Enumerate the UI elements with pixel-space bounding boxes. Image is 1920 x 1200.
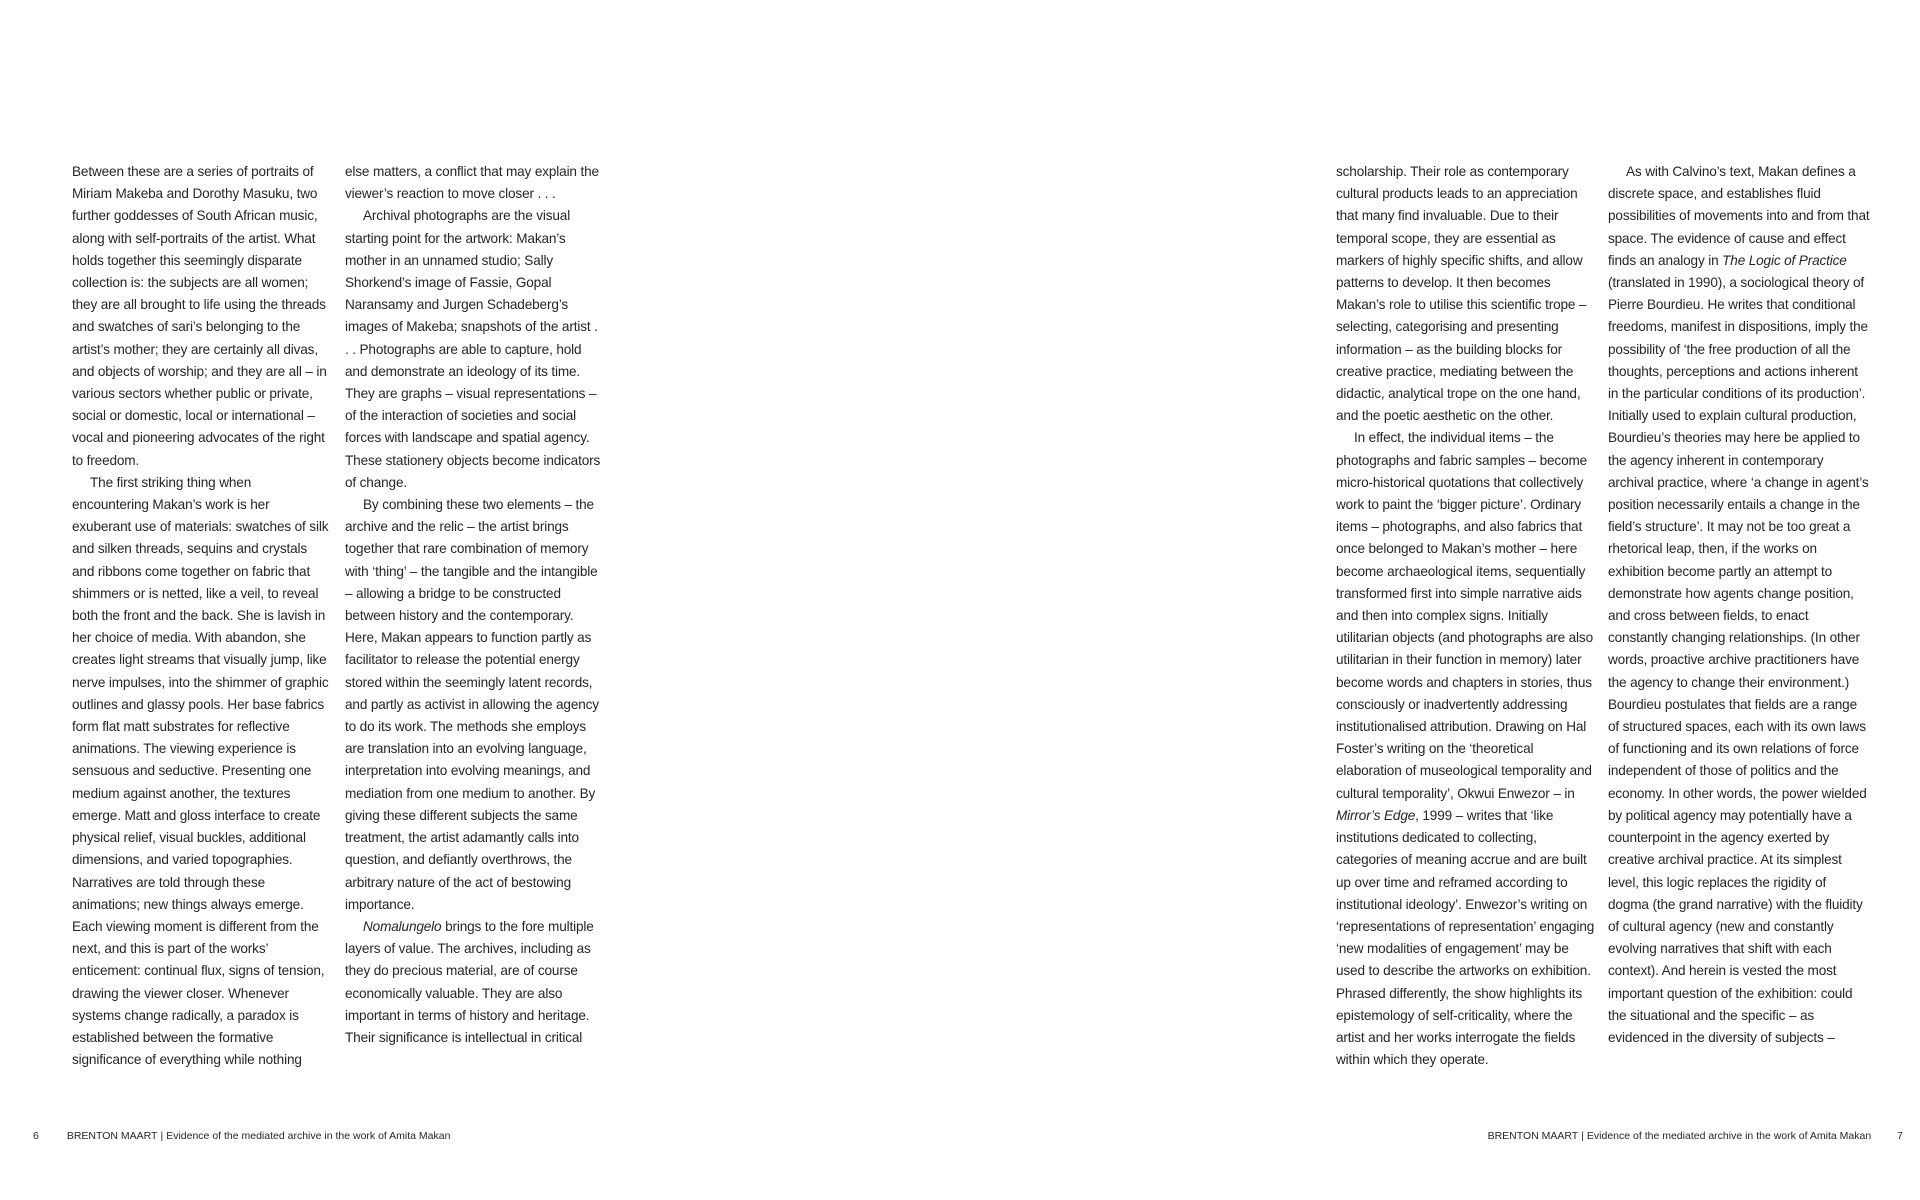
running-head-author: BRENTON MAART — [1487, 1130, 1579, 1142]
paragraph: By combining these two elements – the archive and the relic – the artist brings together that rare combination of memory with ‘thing’ – the tangible and the intangible – allowing a bridge to be constructed between history and the contemporary. Here, Makan appears to function partly as facilitator to release the potential energy stored within the seemingly latent records, and partly as activist in allowing the agency to do its work. The methods she employs are translation into an evolving language, interpretation into evolving meanings, and mediation from one medium to another. By giving these different subjects the same treatment, the artist adamantly calls into question, and defiantly overthrows, the arbitrary nature of the act of bestowing importance. — [345, 497, 599, 912]
paragraph-text: , 1999 – writes that ‘like institutions dedicated to collecting, categories of meaning accrue and are built up over time and reframed according to institutional ideology’. Enwezor’s writing on ‘representations of representation’ engaging ‘new modalities of engagement’ may be used to describe the artworks on exhibition. Phrased differently, the show highlights its epistemology of self-criticality, where the artist and her works interrogate the fields within which they operate. — [1336, 807, 1595, 1068]
left-page-column-2 — [345, 161, 603, 1049]
paragraph: Between these are a series of portraits of Miriam Makeba and Dorothy Masuku, two further goddesses of South African music, along with self-portraits of the artist. What holds together this seemingly disparate collection is: the subjects are all women; they are all brought to life using the threads and swatches of sari’s belonging to the artist’s mother; they are certainly all divas, and objects of worship; and they are all – in various sectors whether public or private, social or domestic, local or international – vocal and pioneering advocates of the right to freedom. — [72, 164, 327, 468]
paragraph — [1336, 427, 1596, 1071]
paragraph-text: brings to the fore multiple layers of value. The archives, including as they do precious material, are of course economically valuable. They are also important in terms of history and heritage. Their significance is intellectual in critical — [345, 918, 594, 1045]
right-page-footer — [1488, 1129, 1903, 1143]
paragraph: else matters, a conflict that may explain the viewer’s reaction to move closer . . . — [345, 164, 599, 202]
paragraph-text: As with Calvino’s text, Makan defines a discrete space, and establishes fluid possibilities of movements into and from that space. The evidence of cause and effect finds an analogy in — [1608, 164, 1870, 268]
running-head-title: Evidence of the mediated archive in the work of Amita Makan — [1586, 1130, 1872, 1142]
running-head-title: Evidence of the mediated archive in the work of Amita Makan — [166, 1130, 451, 1142]
paragraph: Archival photographs are the visual starting point for the artwork: Makan’s mother in an unnamed studio; Sally Shorkend’s image of Fassie, Gopal Naransamy and Jurgen Schadeberg’s images of Makeba; snapshots of the artist . . . Photographs are able to capture, hold and demonstrate an ideology of its time. They are graphs – visual representations – of the interaction of societies and social forces with landscape and spatial agency. These stationery objects become indicators of change. — [345, 208, 601, 490]
left-page-column-1 — [72, 161, 330, 1071]
page-number: 7 — [1897, 1130, 1903, 1142]
paragraph-text: In effect, the individual items – the photographs and fabric samples – become micro-historical quotations that collectively work to paint the ‘bigger picture’. Ordinary items – photographs, and also fabrics that once belonged to Makan’s mother – here become archaeological items, sequentially transformed first into simple narrative aids and then into complex signs. Initially utilitarian objects (and photographs are also utilitarian in their function in memory) later become words and chapters in stories, thus consciously or inadvertently addressing institutionalised attribution. Drawing on Hal Foster’s writing on the ‘theoretical elaboration of museological temporality and cultural temporality’, Okwui Enwezor – in — [1336, 430, 1593, 801]
paragraph-text: (translated in 1990), a sociological theory of Pierre Bourdieu. He writes that conditional freedoms, manifest in dispositions, imply the possibility of ‘the free production of all the thoughts, perceptions and actions inherent in the particular conditions of its production’. Initially used to explain cultural production, Bourdieu’s theories may here be applied to the agency inherent in contemporary archival practice, where ‘a change in agent’s position necessarily entails a change in the field’s structure’. It may not be too great a rhetorical leap, then, if the works on exhibition become partly an attempt to demonstrate how agents change position, and cross between fields, to enact constantly changing relationships. (In other words, proactive archive practitioners have the agency to change their environment.) Bourdieu postulates that fields are a range of structured spaces, each with its own laws of functioning and its own relations of force independent of those of politics and the economy. In other words, the power wielded by political agency may potentially have a counterpoint in the agency exerted by creative archival practice. At its simplest level, this logic replaces the rigidity of dogma (the grand narrative) with the fluidity of cultural agency (new and constantly evolving narratives that shift with each context). And herein is vested the most important question of the exhibition: could the situational and the specific – as evidenced in the diversity of subjects – — [1608, 275, 1869, 1045]
paragraph — [345, 916, 603, 1049]
right-page-column-1 — [1336, 161, 1596, 1071]
running-head-separator: | — [1581, 1130, 1584, 1142]
paragraph — [1608, 161, 1870, 1049]
running-head-author: BRENTON MAART — [66, 1130, 158, 1142]
left-page-footer — [33, 1129, 450, 1143]
paragraph: scholarship. Their role as contemporary cultural products leads to an appreciation that many find invaluable. Due to their temporal scope, they are essential as markers of highly specific shifts, and allow patterns to develop. It then becomes Makan’s role to utilise this scientific trope – selecting, categorising and presenting information – as the building blocks for creative practice, mediating between the didactic, analytical trope on the one hand, and the poetic aesthetic on the other. — [1336, 164, 1587, 424]
paragraph: The first striking thing when encountering Makan’s work is her exuberant use of materials: swatches of silk and silken threads, sequins and crystals and ribbons come together on fabric that shimmers or is netted, like a veil, to reveal both the front and the back. She is lavish in her choice of media. With abandon, she creates light streams that visually jump, like nerve impulses, into the shimmer of graphic outlines and glassy pools. Her base fabrics form flat matt substrates for reflective animations. The viewing experience is sensuous and seductive. Presenting one medium against another, the textures emerge. Matt and gloss interface to create physical relief, visual buckles, additional dimensions, and varied topographies. Narratives are told through these animations; new things always emerge. Each viewing moment is different from the next, and this is part of the works’ enticement: continual flux, signs of tension, drawing the viewer closer. Whenever systems change radically, a paradox is established between the formative significance of everything while nothing — [72, 474, 329, 1068]
book-title: Mirror’s Edge — [1336, 807, 1416, 823]
book-title: The Logic of Practice — [1722, 252, 1847, 268]
page-number: 6 — [33, 1130, 39, 1142]
artwork-title: Nomalungelo — [363, 918, 442, 934]
running-head-separator: | — [160, 1130, 164, 1142]
right-page-column-2 — [1608, 161, 1870, 1049]
